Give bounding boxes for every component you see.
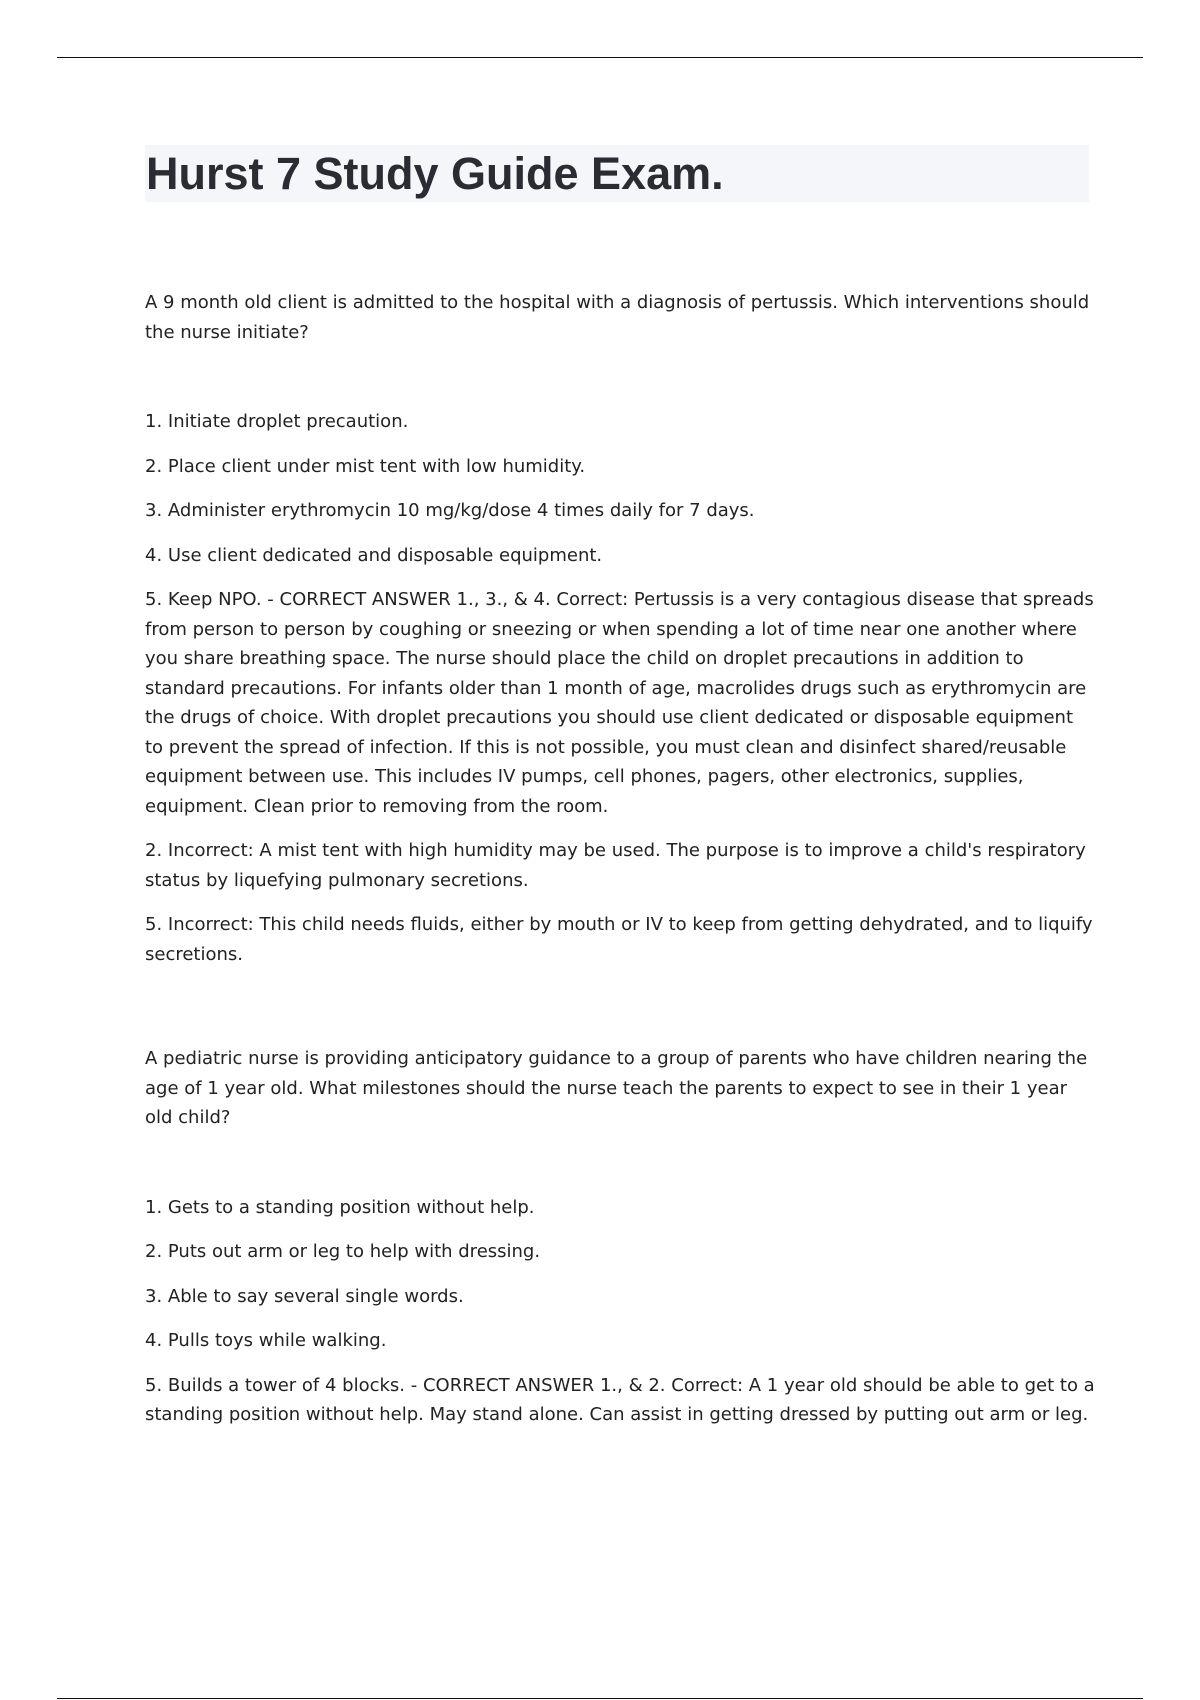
question-block [145, 288, 1095, 969]
answer-option: 4. Use client dedicated and disposable equipment. [145, 544, 603, 566]
answer-option: 4. Pulls toys while walking. [145, 1330, 387, 1351]
incorrect-explanation: 2. Incorrect: A mist tent with high humidity may be used. The purpose is to improve a child's respiratory status by liquefying pulmonary secretions. [145, 840, 1086, 891]
bottom-rule [57, 1698, 1143, 1699]
answer-option: 3. Administer erythromycin 10 mg/kg/dose 4 times daily for 7 days. [145, 500, 755, 521]
top-rule [57, 57, 1143, 58]
question-text: A 9 month old client is admitted to the hospital with a diagnosis of pertussis. Which interventions should the nurse initiate? [145, 292, 1090, 343]
answer-option: 2. Place client under mist tent with low humidity. [145, 455, 586, 477]
answer-option: 1. Gets to a standing position without help. [145, 1196, 535, 1218]
answer-option: 3. Able to say several single words. [145, 1285, 464, 1307]
answer-option-with-rationale: 5. Keep NPO. - CORRECT ANSWER 1., 3., & 4. Correct: Pertussis is a very contagious disease that spreads from person to person by coughing or sneezing or when spending a lot of time near one another where you share breathing space. The nurse should place the child on droplet precautions in addition to standard precautions. For infants older than 1 month of age, macrolides drugs such as erythromycin are the drugs of choice. With droplet precautions you should use client dedicated or disposable equipment to prevent the spread of infection. If this is not possible, you must clean and disinfect shared/reusable equipment between use. This includes IV pumps, cell phones, pagers, other electronics, supplies, equipment. Clean prior to removing from the room. [145, 589, 1094, 817]
answer-option: 1. Initiate droplet precaution. [145, 411, 409, 432]
document-title: Hurst 7 Study Guide Exam. [146, 148, 724, 199]
question-block [145, 1044, 1095, 1430]
incorrect-explanation: 5. Incorrect: This child needs fluids, either by mouth or IV to keep from getting dehydrated, and to liquify secretions. [145, 914, 1093, 965]
question-text: A pediatric nurse is providing anticipatory guidance to a group of parents who have children nearing the age of 1 year old. What milestones should the nurse teach the parents to expect to see in their 1 year old child? [145, 1048, 1088, 1128]
document-body [145, 288, 1095, 1445]
answer-option-with-rationale: 5. Builds a tower of 4 blocks. - CORRECT ANSWER 1., & 2. Correct: A 1 year old should be able to get to a standing position without help. May stand alone. Can assist in getting dressed by putting out arm or leg. [145, 1374, 1095, 1425]
answer-option: 2. Puts out arm or leg to help with dressing. [145, 1241, 541, 1262]
